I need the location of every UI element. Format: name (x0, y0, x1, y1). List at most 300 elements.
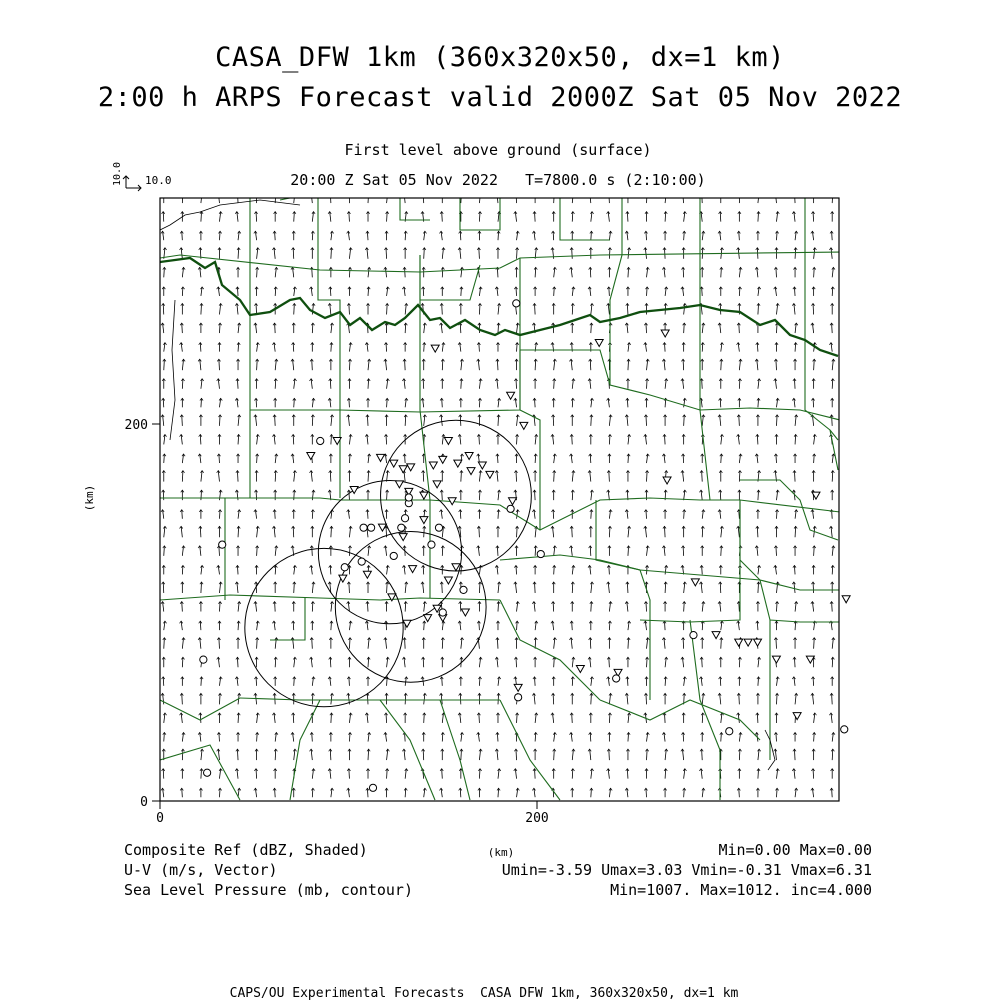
wind-vector (460, 231, 461, 240)
wind-vector (795, 343, 796, 352)
wind-vector (294, 398, 295, 407)
wind-vector (182, 415, 183, 426)
wind-vector (257, 454, 258, 463)
wind-vector (275, 788, 276, 797)
wind-vector (367, 231, 368, 240)
wind-vector-head (348, 192, 351, 194)
wind-vector (237, 749, 238, 760)
wind-vector (293, 621, 294, 630)
station-circle (200, 656, 207, 663)
wind-vector (423, 565, 424, 574)
wind-vector (572, 212, 573, 222)
station-triangle (444, 577, 452, 584)
wind-vector-head (181, 192, 184, 194)
wind-vector (498, 415, 499, 426)
wind-vector (349, 398, 350, 407)
wind-vector (386, 343, 387, 352)
wind-vector (349, 546, 350, 556)
wind-vector (702, 471, 703, 482)
wind-vector-head (681, 192, 684, 194)
wind-vector (331, 343, 332, 352)
wind-vector (424, 343, 425, 352)
wind-vector (664, 343, 665, 352)
wind-vector (517, 434, 518, 444)
wind-vector (200, 621, 201, 630)
wind-vector (609, 749, 610, 760)
wind-vector (294, 490, 295, 500)
wind-vector (535, 769, 536, 779)
wind-vector (609, 657, 610, 667)
wind-vector (368, 287, 369, 296)
wind-vector (331, 248, 332, 259)
wind-vector (294, 582, 295, 593)
wind-vector-head (588, 192, 591, 194)
wind-vector (182, 693, 183, 704)
wind-vector (721, 267, 722, 277)
wind-vector (163, 677, 164, 686)
wind-vector (776, 733, 777, 742)
wind-vector (312, 231, 313, 240)
wind-vector (590, 359, 591, 370)
wind-vector (331, 713, 332, 723)
wind-vector (460, 323, 461, 333)
wind-vector (628, 638, 629, 649)
station-circle (401, 515, 408, 522)
wind-vector (683, 638, 684, 649)
wind-vector (424, 248, 425, 259)
wind-vector (461, 471, 462, 482)
wind-vector (257, 546, 258, 556)
wind-vector (405, 267, 406, 277)
footer-ref-minmax: Min=0.00 Max=0.00 (718, 841, 872, 859)
wind-vector (609, 713, 610, 723)
wind-vector (349, 638, 350, 649)
wind-vector (739, 471, 740, 482)
wind-vector (572, 621, 573, 630)
wind-vector (164, 359, 165, 370)
wind-vector (256, 769, 257, 779)
wind-vector (330, 657, 331, 667)
wind-vector (702, 657, 703, 667)
wind-vector-head (310, 192, 313, 194)
wind-vector (349, 769, 350, 779)
station-circle (537, 550, 544, 557)
wind-vector (553, 602, 554, 612)
wind-vector (200, 713, 201, 723)
x-axis-label: (km) (487, 846, 515, 859)
station-circle (460, 586, 467, 593)
wind-vector (572, 398, 573, 407)
footer-credit: CAPS/OU Experimental Forecasts CASA DFW 1km, 360x320x50, dx=1 km (229, 986, 739, 1001)
wind-vector (238, 343, 239, 352)
wind-vector (609, 287, 610, 296)
wind-vector (275, 287, 276, 296)
station-triangle (407, 464, 415, 471)
wind-vector (331, 621, 332, 630)
wind-vector (758, 490, 759, 500)
wind-vector (720, 398, 721, 407)
wind-vector (832, 565, 833, 574)
wind-vector (405, 638, 406, 649)
wind-vector (479, 212, 480, 222)
wind-vector (219, 415, 220, 426)
wind-vector (461, 565, 462, 574)
wind-vector (665, 677, 666, 686)
wind-vector (813, 582, 814, 593)
wind-vector (684, 602, 685, 612)
wind-vector (832, 231, 833, 240)
wind-vector (386, 713, 387, 723)
wind-vector (794, 565, 795, 574)
wind-vector (591, 788, 592, 797)
wind-vector (497, 638, 498, 649)
station-triangle (576, 666, 584, 673)
wind-vector (460, 788, 461, 797)
wind-vector (257, 733, 258, 742)
station-triangle (403, 620, 411, 627)
wind-vector (405, 323, 406, 333)
station-triangle (429, 462, 437, 469)
wind-vector (739, 415, 740, 426)
wind-vector-head (422, 192, 425, 194)
wind-vector (664, 248, 665, 259)
wind-vector (516, 471, 517, 482)
wind-vector (591, 602, 592, 612)
wind-vector (461, 749, 462, 760)
station-triangle (399, 534, 407, 541)
wind-vector (182, 657, 183, 667)
wind-vector (758, 303, 759, 314)
wind-vector (646, 788, 647, 797)
wind-vector (275, 471, 276, 482)
wind-vector (219, 788, 220, 797)
wind-vector (776, 693, 777, 704)
wind-vector (757, 621, 758, 630)
wind-vector (554, 565, 555, 574)
wind-vector (572, 248, 573, 259)
wind-vector (424, 621, 425, 630)
wind-vector (442, 398, 443, 407)
wind-vector (572, 490, 573, 500)
wind-vector (423, 657, 424, 667)
wind-vector (349, 303, 350, 314)
wind-vector (609, 565, 610, 574)
wind-vector (219, 602, 220, 612)
wind-vector-head (665, 192, 668, 194)
station-circle (507, 505, 514, 512)
wind-vector (219, 638, 220, 649)
wind-vector (702, 621, 703, 630)
wind-vector (757, 434, 758, 444)
wind-vector (664, 526, 665, 537)
wind-vector (758, 677, 759, 686)
wind-vector (405, 359, 406, 370)
wind-vector (627, 582, 628, 593)
wind-vector (275, 379, 276, 389)
wind-vector (442, 677, 443, 686)
wind-vector (442, 582, 443, 593)
station-triangle (661, 330, 669, 337)
station-triangle (452, 564, 460, 571)
wind-vector (367, 788, 368, 797)
station-triangle (595, 339, 603, 346)
wind-vector (182, 287, 183, 296)
wind-vector (479, 398, 480, 407)
wind-vector (609, 471, 610, 482)
wind-vector (553, 231, 554, 240)
station-circle (219, 541, 226, 548)
wind-vector (647, 287, 648, 296)
wind-vector (163, 303, 164, 314)
wind-vector (832, 788, 833, 797)
wind-vector (795, 434, 796, 444)
wind-vector (739, 287, 740, 296)
wind-vector (739, 510, 740, 519)
station-triangle (712, 632, 720, 639)
wind-vector (200, 343, 201, 352)
wind-vector (739, 379, 740, 389)
wind-vector (479, 526, 480, 537)
wind-vector (256, 212, 257, 222)
wind-vector (627, 769, 628, 779)
wind-vector (702, 713, 703, 723)
station-circle (515, 694, 522, 701)
wind-vector (330, 565, 331, 574)
wind-vector (535, 359, 536, 370)
wind-vector (776, 359, 777, 370)
station-triangle (307, 453, 315, 460)
wind-vector (664, 621, 665, 630)
wind-vector (517, 713, 518, 723)
wind-vector (758, 398, 759, 407)
wind-vector (312, 788, 313, 797)
wind-vector (349, 677, 350, 686)
wind-vector (164, 454, 165, 463)
wind-vector (330, 471, 331, 482)
wind-vector (591, 510, 592, 519)
wind-vector (460, 602, 461, 612)
wind-vector (479, 769, 480, 779)
wind-vector (795, 621, 796, 630)
station-circle (360, 524, 367, 531)
wind-vector (627, 212, 628, 222)
footer-slp-minmax: Min=1007. Max=1012. inc=4.000 (610, 881, 872, 899)
wind-vector (535, 454, 536, 463)
station-triangle (439, 456, 447, 463)
wind-vector-head (719, 192, 722, 194)
level-subtitle: First level above ground (surface) (344, 141, 652, 159)
wind-vector (627, 398, 628, 407)
wind-vector (331, 526, 332, 537)
wind-vector (479, 248, 480, 259)
radar-range-ring (381, 420, 532, 571)
station-circle (841, 726, 848, 733)
wind-vector (628, 546, 629, 556)
wind-vector (182, 565, 183, 574)
wind-vector (516, 657, 517, 667)
wind-vector (330, 287, 331, 296)
wind-vector (535, 303, 536, 314)
wind-vector (479, 582, 480, 593)
wind-vector (201, 677, 202, 686)
wind-vector (387, 582, 388, 593)
wind-vector (554, 749, 555, 760)
wind-vector (814, 733, 815, 742)
wind-vector (591, 415, 592, 426)
footer-uv-minmax: Umin=-3.59 Umax=3.03 Vmin=-0.31 Vmax=6.31 (501, 861, 872, 879)
wind-vector (757, 713, 758, 723)
wind-vector (535, 398, 536, 407)
wind-vector (646, 231, 647, 240)
wind-vector (461, 379, 462, 389)
wind-vector-head (217, 192, 220, 194)
wind-vector-head (367, 192, 370, 194)
station-triangle (454, 460, 462, 467)
station-circle (204, 769, 211, 776)
wind-vector (182, 379, 183, 389)
wind-vector (702, 287, 703, 296)
wind-vector-head (534, 192, 537, 194)
wind-vector (200, 434, 201, 444)
wind-vector (312, 638, 313, 649)
wind-vector (497, 359, 498, 370)
wind-vector (182, 323, 183, 333)
wind-vector (293, 434, 294, 444)
wind-vector-head (700, 192, 703, 194)
wind-vector (702, 379, 703, 389)
station-circle (690, 632, 697, 639)
wind-vector (257, 267, 258, 277)
wind-vector (479, 713, 480, 723)
wind-vector (163, 398, 164, 407)
wind-vector-head (460, 192, 463, 194)
wind-vector (683, 359, 684, 370)
wind-vector (275, 657, 276, 667)
wind-vector (331, 434, 332, 444)
wind-vector (423, 379, 424, 389)
wind-vector (219, 359, 220, 370)
station-circle (405, 494, 412, 501)
wind-vector (683, 267, 684, 277)
wind-vector (628, 267, 629, 277)
wind-vector (776, 638, 777, 649)
footer-composite-ref: Composite Ref (dBZ, Shaded) (124, 841, 368, 859)
wind-vector (275, 510, 276, 519)
wind-vector (813, 769, 814, 779)
wind-vector (312, 359, 313, 370)
wind-vector-head (386, 192, 389, 194)
wind-vector (758, 769, 759, 779)
wind-vector (497, 267, 498, 277)
station-circle (390, 552, 397, 559)
wind-vector (684, 788, 685, 797)
wind-vector (776, 231, 777, 240)
title-line-1: CASA_DFW 1km (360x320x50, dx=1 km) (215, 42, 785, 73)
wind-vector (238, 713, 239, 723)
footer-uv-vector: U-V (m/s, Vector) (124, 861, 278, 879)
station-triangle (461, 609, 469, 616)
wind-vector (794, 379, 795, 389)
wind-vector (256, 677, 257, 686)
footer-slp-contour: Sea Level Pressure (mb, contour) (124, 881, 413, 899)
station-triangle (431, 345, 439, 352)
wind-vector (535, 490, 536, 500)
station-triangle (520, 422, 528, 429)
wind-vector (182, 749, 183, 760)
wind-vector (257, 359, 258, 370)
station-circle (613, 675, 620, 682)
wind-vector (238, 621, 239, 630)
wind-vector (832, 602, 833, 612)
wind-vector-head (831, 192, 834, 194)
wind-vector-head (402, 192, 405, 194)
wind-vector (405, 415, 406, 426)
wind-vector (367, 693, 368, 704)
wind-vector (163, 212, 164, 222)
wind-vector (776, 323, 777, 333)
wind-vector (367, 415, 368, 426)
wind-vector (349, 212, 350, 222)
wind-vector (832, 379, 833, 389)
wind-vector (572, 434, 573, 444)
wind-vector (739, 323, 740, 333)
wind-vector (405, 693, 406, 704)
station-circle (317, 437, 324, 444)
wind-vector (275, 565, 276, 574)
wind-vector (517, 343, 518, 352)
wind-vector (201, 769, 202, 779)
station-circle (398, 524, 405, 531)
station-triangle (486, 471, 494, 478)
wind-vector (535, 546, 536, 556)
wind-vector (758, 582, 759, 593)
wind-vector (442, 769, 443, 779)
wind-vector (684, 510, 685, 519)
wind-vector (293, 248, 294, 259)
wind-vector (590, 733, 591, 742)
wind-vector (721, 733, 722, 742)
wind-vector (219, 231, 220, 240)
wind-vector (795, 248, 796, 259)
wind-vector (554, 287, 555, 296)
surface-stations (200, 300, 850, 792)
wind-vector (794, 657, 795, 667)
station-triangle (507, 392, 515, 399)
wind-vector (517, 248, 518, 259)
wind-vector (720, 677, 721, 686)
wind-vector-head (495, 192, 498, 194)
wind-vector (163, 769, 164, 779)
wind-vector (256, 490, 257, 500)
wind-vector (776, 788, 777, 797)
station-circle (358, 558, 365, 565)
wind-vector-head (274, 192, 277, 194)
wind-vector (590, 267, 591, 277)
station-triangle (390, 460, 398, 467)
wind-vector (739, 657, 740, 667)
wind-vector (702, 526, 703, 537)
wind-vector (349, 582, 350, 593)
wind-vector (498, 510, 499, 519)
wind-vector (201, 212, 202, 222)
wind-vector (814, 359, 815, 370)
wind-vector-head (329, 192, 332, 194)
station-triangle (744, 639, 752, 646)
wind-vector (647, 471, 648, 482)
wind-vector (312, 415, 313, 426)
wind-vector (201, 490, 202, 500)
wind-vector (813, 677, 814, 686)
